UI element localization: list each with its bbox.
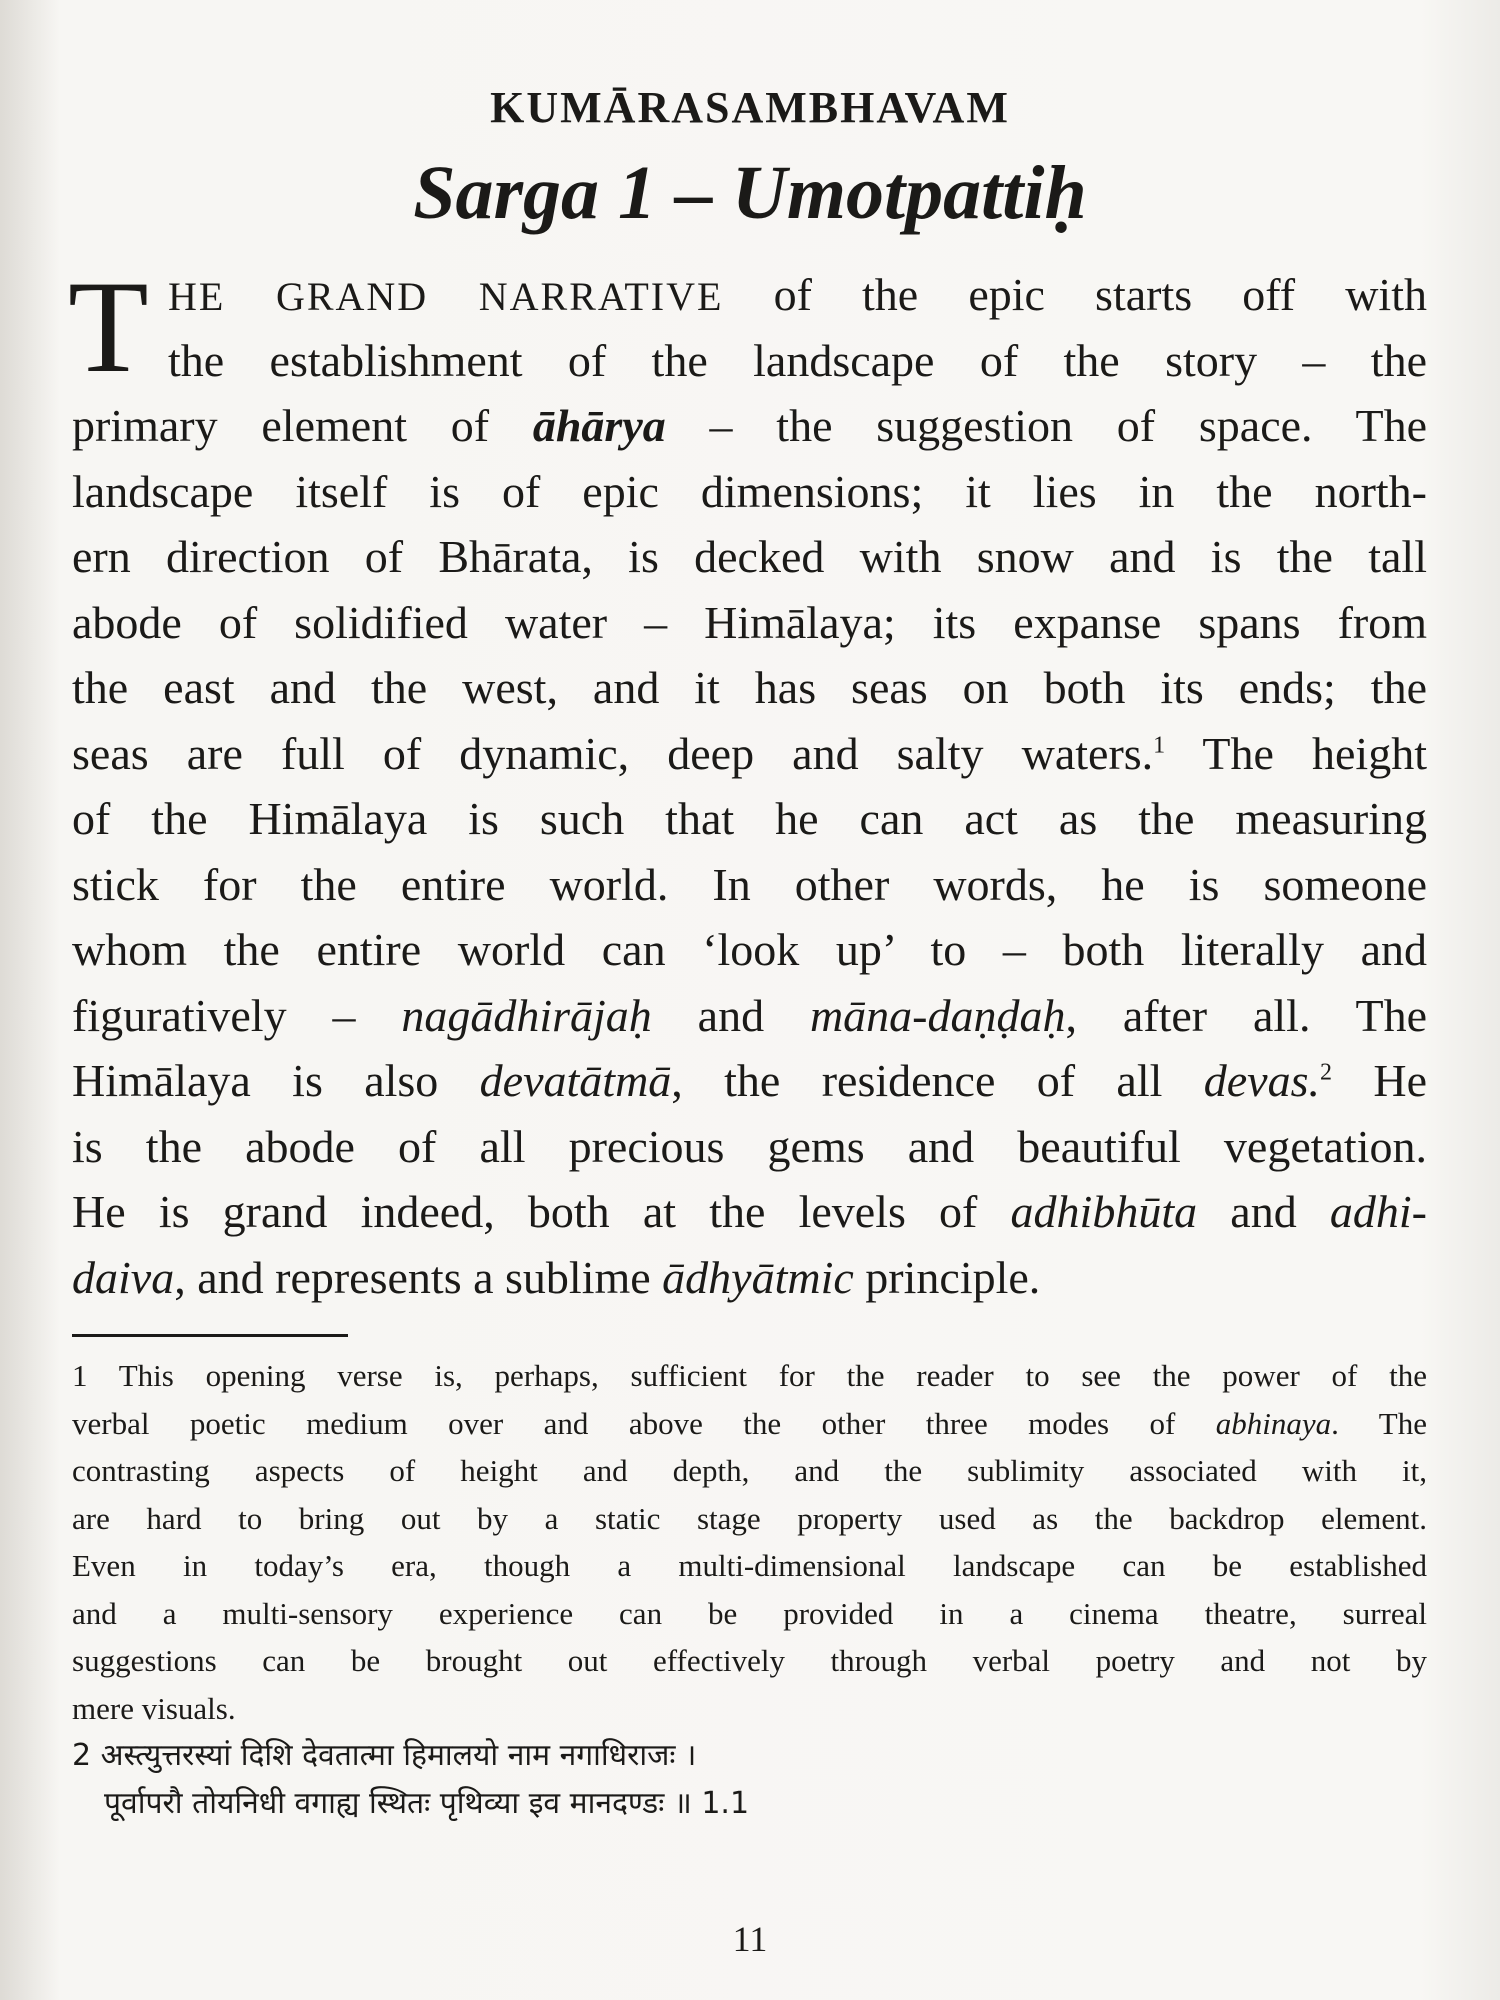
- term-mana-dandah: māna-daṇḍaḥ: [809, 989, 1066, 1041]
- text-line: [72, 1245, 1427, 1311]
- text-line: the establishment of the landscape of the story – the: [168, 334, 1427, 386]
- footnote-1-line: [72, 1400, 1427, 1448]
- text-line: stick for the entire world. In other words, he is someone: [72, 858, 1427, 910]
- footnote-ref-2[interactable]: 2: [1320, 1059, 1332, 1086]
- footnote-1-line: are hard to bring out by a static stage property used as the backdrop element.: [72, 1500, 1427, 1536]
- text-run: figuratively –: [72, 989, 402, 1041]
- text-run: Himālaya is also: [72, 1055, 480, 1106]
- text-line: whom the entire world can ‘look up’ to – both literally and: [72, 924, 1427, 975]
- footnote-1-line: contrasting aspects of height and depth, and the sublimity associated with it,: [72, 1453, 1427, 1488]
- chapter-title: Sarga 1 – Umotpattiḥ: [413, 151, 1087, 235]
- text-line: [72, 721, 1427, 787]
- footnote-divider: [72, 1334, 348, 1337]
- footnote-1-line: suggestions can be brought out effectively through verbal poetry and not by: [72, 1643, 1427, 1678]
- text-run: and: [651, 989, 810, 1041]
- text-run: principle.: [853, 1251, 1041, 1303]
- main-text: [68, 253, 1428, 1310]
- footnote-1-line: mere visuals.: [72, 1690, 236, 1726]
- text-line: [72, 393, 1427, 459]
- text-run: , and represents a sublime: [174, 1251, 663, 1303]
- text-run: primary element of: [72, 400, 533, 451]
- text-line: of the Himālaya is such that he can act as the measuring: [72, 793, 1427, 844]
- footnote-2-verse-line-1: 2 अस्त्युत्तरस्यां दिशि देवतात्मा हिमालयो नाम नगाधिराजः ।: [72, 1738, 697, 1773]
- page-number: 11: [732, 1919, 768, 1959]
- text-line: landscape itself is of epic dimensions; it lies in the north-: [72, 465, 1427, 517]
- term-adhibhuta: adhibhūta: [1010, 1186, 1198, 1237]
- footnote-ref-1[interactable]: 1: [1153, 732, 1166, 759]
- text-run: of the epic starts off with: [723, 269, 1427, 320]
- text-run: The height: [1165, 727, 1427, 779]
- text-line: is the abode of all precious gems and beautiful vegetation.: [72, 1120, 1427, 1172]
- term-nagadhirajah: nagādhirājaḥ: [401, 989, 652, 1041]
- text-line: abode of solidified water – Himālaya; its expanse spans from: [72, 596, 1427, 648]
- text-line: [72, 262, 1427, 328]
- term-abhinaya: abhinaya: [1215, 1405, 1332, 1441]
- facing-page-bleed: [0, 0, 60, 2000]
- text-line: [72, 983, 1427, 1049]
- text-line: [72, 1048, 1427, 1114]
- small-caps-opening: HE GRAND NARRATIVE: [168, 274, 724, 319]
- text-line: ern direction of Bhārata, is decked with snow and is the tall: [72, 531, 1427, 582]
- text-run: He is grand indeed, both at the levels of: [72, 1186, 1011, 1237]
- text-run: , the residence of all: [671, 1055, 1204, 1106]
- text-run: . The: [1331, 1405, 1427, 1441]
- term-adhyatmic: ādhyātmic: [662, 1251, 854, 1303]
- term-adhidaiva-cont: daiva: [72, 1251, 175, 1303]
- footnote-1-line: Even in today’s era, though a multi-dimensional landscape can be established: [72, 1548, 1427, 1583]
- text-run: verbal poetic medium over and above the other three modes of: [72, 1405, 1216, 1441]
- text-run: seas are full of dynamic, deep and salty waters.: [72, 727, 1154, 779]
- footnote-1-line: 1 This opening verse is, perhaps, sufficient for the reader to see the power of the: [72, 1358, 1427, 1393]
- term-aharya: āhārya: [532, 400, 666, 451]
- term-adhidaiva: adhi-: [1329, 1186, 1427, 1237]
- footnote-2-verse-line-2: पूर्वापरौ तोयनिधी वगाह्य स्थितः पृथिव्या इव मानदण्डः ॥ 1.1: [104, 1785, 750, 1821]
- text-run: He: [1332, 1055, 1427, 1106]
- term-devatatma: devatātmā: [479, 1055, 672, 1106]
- text-run: , after all. The: [1065, 989, 1428, 1041]
- text-line: the east and the west, and it has seas on both its ends; the: [72, 662, 1427, 713]
- term-devas: devas.: [1203, 1055, 1320, 1106]
- text-run: – the suggestion of space. The: [665, 400, 1427, 451]
- text-run: and: [1197, 1186, 1330, 1237]
- book-title: KUMĀRASAMBHAVAM: [490, 83, 1010, 132]
- drop-cap: T: [68, 253, 149, 400]
- footnote-1-line: and a multi-sensory experience can be provided in a cinema theatre, surreal: [72, 1595, 1427, 1631]
- footnotes: [72, 1352, 1427, 1827]
- text-line: [72, 1179, 1427, 1245]
